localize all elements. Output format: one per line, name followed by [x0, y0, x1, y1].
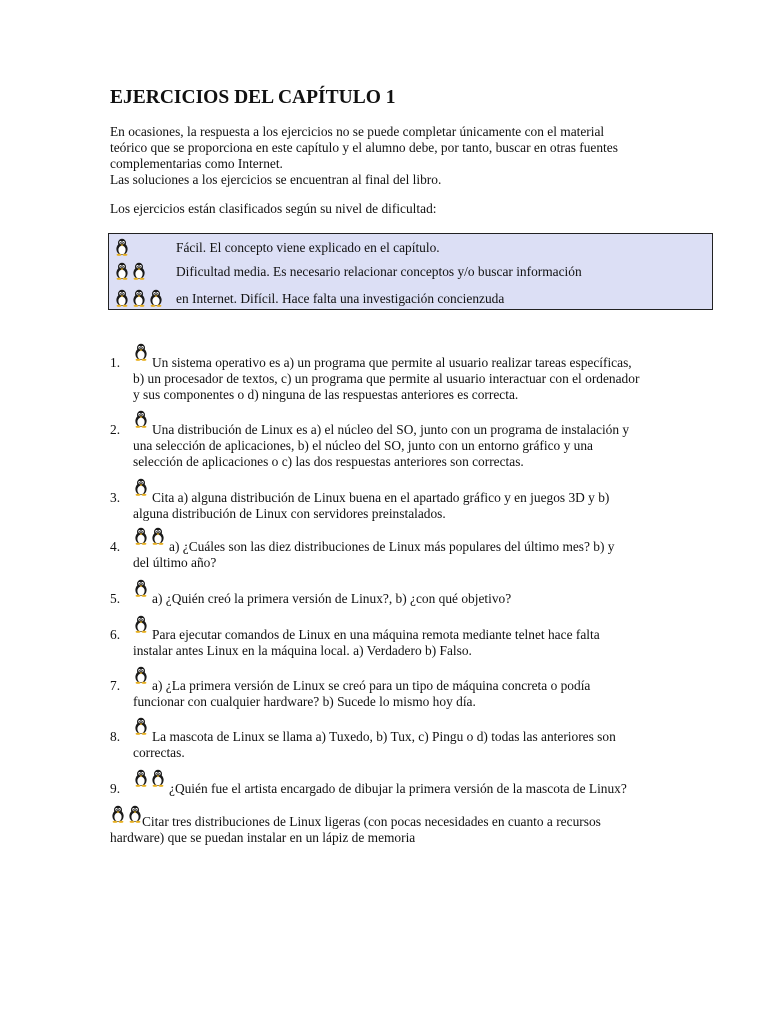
legend-row-medium [109, 262, 712, 280]
difficulty-icons [133, 769, 167, 787]
tux-icon [150, 769, 166, 787]
final-rest: hardware) que se puedan instalar en un lápiz de memoria [110, 830, 416, 845]
tux-icon [131, 289, 147, 307]
exercise-number: 9. [110, 781, 121, 796]
exercise-line: alguna distribución de Linux con servidores preinstalados. [133, 506, 446, 521]
exercise-lead: a) ¿Cuáles son las diez distribuciones de Linux más populares del último mes? b) y [169, 539, 615, 554]
intro-line: teórico que se proporciona en este capítulo y el alumno debe, por tanto, buscar en otras fuentes [110, 140, 618, 155]
exercise-body [133, 343, 661, 403]
exercise-lead: Cita a) alguna distribución de Linux buena en el apartado gráfico y en juegos 3D y b) [152, 490, 610, 505]
intro-line: Las soluciones a los ejercicios se encuentran al final del libro. [110, 172, 442, 187]
legend-icons [114, 238, 131, 256]
tux-icon [127, 805, 143, 823]
exercise-line: selección de aplicaciones o c) las dos respuestas anteriores son correctas. [133, 454, 524, 469]
tux-icon [150, 527, 166, 545]
tux-icon [133, 666, 149, 684]
tux-icon [110, 805, 126, 823]
tux-icon [133, 769, 149, 787]
exercise-number: 6. [110, 627, 121, 642]
tux-icon [133, 343, 149, 361]
tux-icon [114, 289, 130, 307]
exercise-lead: La mascota de Linux se llama a) Tuxedo, b) Tux, c) Pingu o d) todas las anteriores son [152, 729, 616, 744]
final-lead: Citar tres distribuciones de Linux ligeras (con pocas necesidades en cuanto a recursos [142, 814, 601, 829]
exercise-number: 2. [110, 422, 121, 437]
difficulty-icons [133, 666, 150, 684]
legend-text: Dificultad media. Es necesario relacionar conceptos y/o buscar información [176, 264, 582, 279]
tux-icon [133, 717, 149, 735]
exercise-body [133, 666, 661, 710]
exercise-body [133, 527, 661, 571]
difficulty-icons [133, 527, 167, 545]
exercise-lead: a) ¿Quién creó la primera versión de Linux?, b) ¿con qué objetivo? [152, 591, 512, 606]
exercise-number: 3. [110, 490, 121, 505]
exercise-line: b) un procesador de textos, c) un programa que permite al usuario interactuar con el ordenador [133, 371, 640, 386]
exercise-line: del último año? [133, 555, 217, 570]
intro-line: complementarias como Internet. [110, 156, 283, 171]
tux-icon [114, 238, 130, 256]
exercise-body [133, 579, 661, 607]
legend-text: en Internet. Difícil. Hace falta una investigación concienzuda [176, 291, 505, 306]
tux-icon [148, 289, 164, 307]
exercise-line: una selección de aplicaciones, b) el núcleo del SO, junto con un entorno gráfico y una [133, 438, 593, 453]
tux-icon [133, 527, 149, 545]
exercise-line: funcionar con cualquier hardware? b) Sucede lo mismo hoy día. [133, 694, 476, 709]
difficulty-icons [133, 579, 150, 597]
exercise-number: 8. [110, 729, 121, 744]
difficulty-icons [133, 717, 150, 735]
final-icons [110, 805, 144, 823]
legend-icons [114, 262, 148, 280]
exercise-body [133, 410, 661, 470]
tux-icon [131, 262, 147, 280]
difficulty-icons [133, 478, 150, 496]
page-title: EJERCICIOS DEL CAPÍTULO 1 [110, 87, 396, 108]
intro-text [110, 124, 658, 188]
tux-icon [114, 262, 130, 280]
exercise-line: y sus componentes o d) ninguna de las respuestas anteriores es correcta. [133, 387, 519, 402]
exercise-lead: a) ¿La primera versión de Linux se creó para un tipo de máquina concreta o podía [152, 678, 591, 693]
exercise-number: 1. [110, 355, 121, 370]
exercise-body [133, 717, 661, 761]
exercise-lead: Para ejecutar comandos de Linux en una máquina remota mediante telnet hace falta [152, 627, 600, 642]
difficulty-icons [133, 615, 150, 633]
tux-icon [133, 579, 149, 597]
exercise-lead: Una distribución de Linux es a) el núcleo del SO, junto con un programa de instalación y [152, 422, 630, 437]
difficulty-icons [133, 343, 150, 361]
difficulty-intro: Los ejercicios están clasificados según su nivel de dificultad: [110, 201, 437, 216]
legend-row-easy [109, 238, 712, 256]
intro-line: En ocasiones, la respuesta a los ejercicios no se puede completar únicamente con el material [110, 124, 605, 139]
exercise-number: 5. [110, 591, 121, 606]
exercise-number: 4. [110, 539, 121, 554]
tux-icon [133, 410, 149, 428]
legend-row-hard [109, 289, 712, 307]
exercise-body [133, 769, 661, 797]
difficulty-icons [133, 410, 150, 428]
exercise-number: 7. [110, 678, 121, 693]
tux-icon [133, 478, 149, 496]
legend-icons [114, 289, 165, 307]
exercise-line: instalar antes Linux en la máquina local. a) Verdadero b) Falso. [133, 643, 472, 658]
legend-text: Fácil. El concepto viene explicado en el capítulo. [176, 240, 440, 255]
difficulty-legend [108, 233, 713, 310]
exercise-lead: ¿Quién fue el artista encargado de dibujar la primera versión de la mascota de Linux? [169, 781, 627, 796]
exercise-line: correctas. [133, 745, 185, 760]
exercise-body [133, 615, 661, 659]
exercise-lead: Un sistema operativo es a) un programa que permite al usuario realizar tareas específicas, [152, 355, 632, 370]
exercise-body [133, 478, 661, 522]
tux-icon [133, 615, 149, 633]
